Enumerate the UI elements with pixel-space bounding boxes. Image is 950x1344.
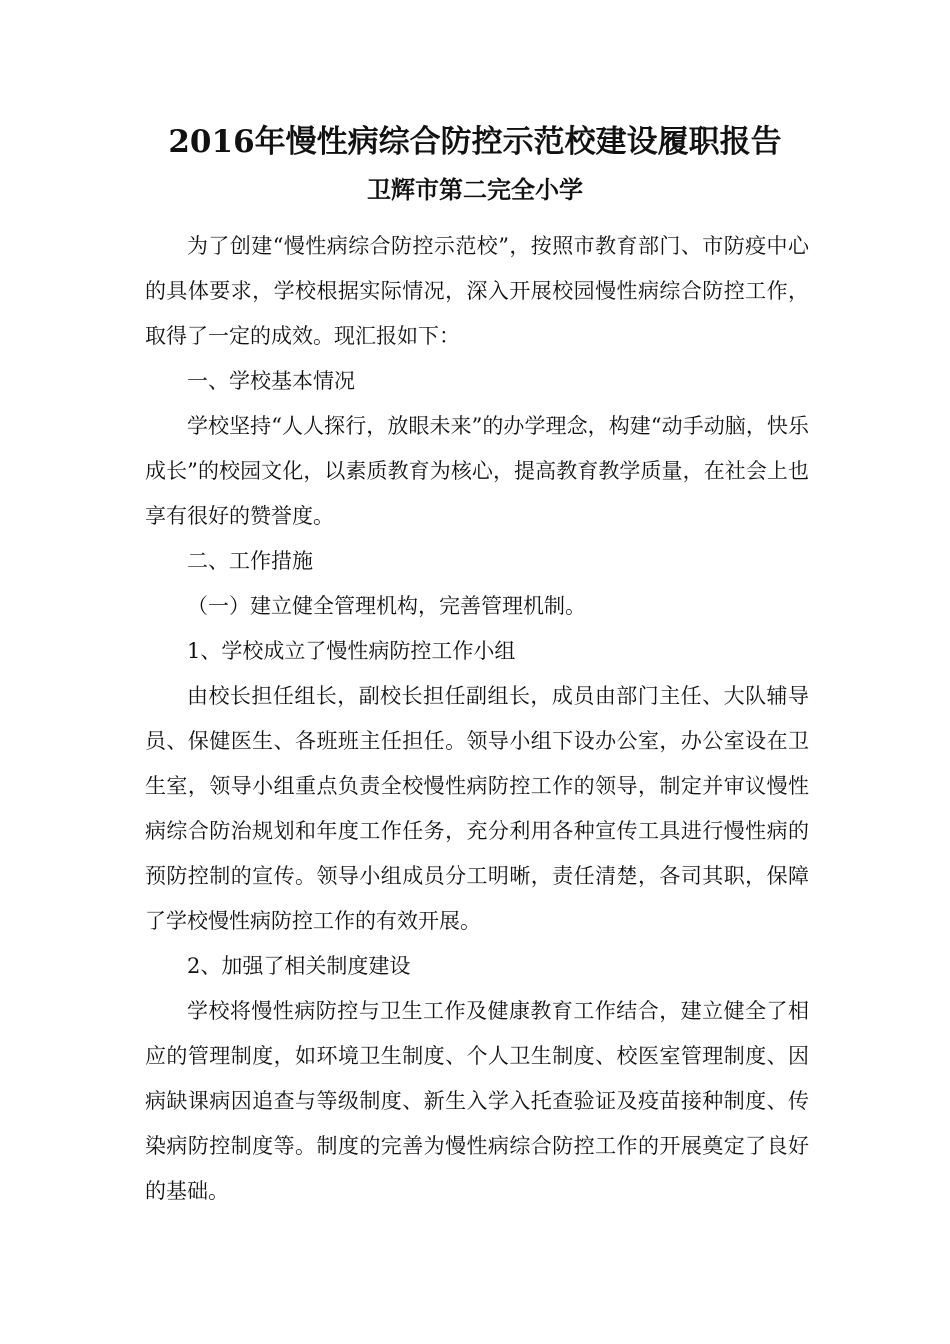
working-group-paragraph: 由校长担任组长，副校长担任副组长，成员由部门主任、大队辅导员、保健医生、各班班主任担任。领导小组下设办公室，办公室设在卫生室，领导小组重点负责全校慢性病防控工作的领导，制定并审议慢性病综合防治规划和年度工作任务，充分利用各种宣传工具进行慢性病的预防控制的宣传。领导小组成员分工明晰，责任清楚，各司其职，保障了学校慢性病防控工作的有效开展。: [145, 684, 809, 933]
document-body: [145, 224, 809, 1214]
basic-info-paragraph: 学校坚持“人人探行，放眼未来”的办学理念，构建“动手动脑，快乐成长”的校园文化，以素质教育为核心，提高教育教学质量，在社会上也享有很好的赞誉度。: [145, 414, 809, 528]
section-heading-basic-info: 一、学校基本情况: [187, 369, 355, 393]
subsection-heading-management: （一）建立健全管理机构，完善管理机制。: [187, 594, 586, 618]
section-heading-measures: 二、工作措施: [187, 549, 313, 573]
intro-paragraph: 为了创建“慢性病综合防控示范校”，按照市教育部门、市防疫中心的具体要求，学校根据实际情况，深入开展校园慢性病综合防控工作，取得了一定的成效。现汇报如下：: [145, 234, 809, 348]
systems-paragraph: 学校将慢性病防控与卫生工作及健康教育工作结合，建立健全了相应的管理制度，如环境卫生制度、个人卫生制度、校医室管理制度、因病缺课病因追查与等级制度、新生入学入托查验证及疫苗接种制度、传染病防控制度等。制度的完善为慢性病综合防控工作的开展奠定了良好的基础。: [145, 999, 809, 1203]
document-title: 2016年慢性病综合防控示范校建设履职报告: [168, 124, 782, 160]
item-heading-systems: 2、加强了相关制度建设: [187, 954, 411, 978]
document-subtitle: 卫辉市第二完全小学: [367, 175, 583, 204]
item-heading-working-group: 1、学校成立了慢性病防控工作小组: [187, 639, 516, 663]
